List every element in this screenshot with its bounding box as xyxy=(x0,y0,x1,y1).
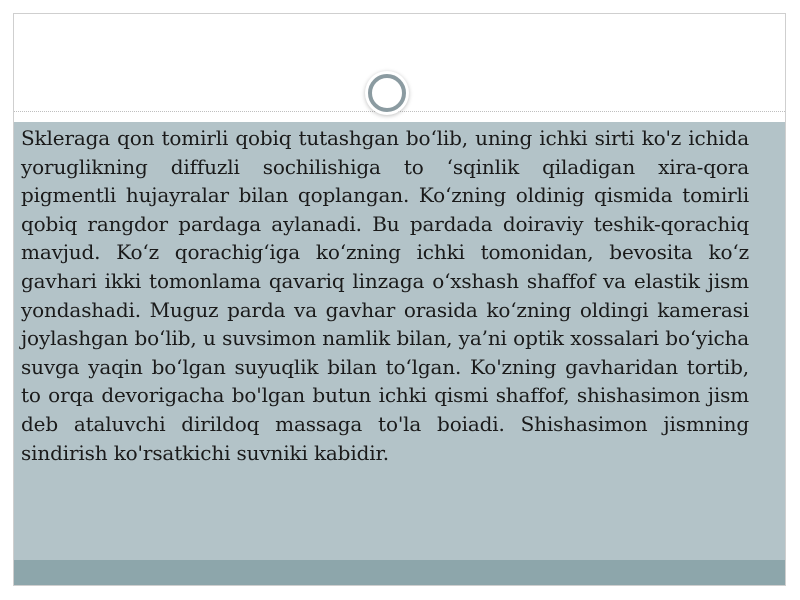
circle-ornament xyxy=(368,74,406,112)
title-divider xyxy=(14,111,785,112)
body-text: Skleraga qon tomirli qobiq tutashgan bo‘lib, uning ichki sirti ko'z ichida yoruglikning diffuzli sochilishiga to ‘sqinlik qiladigan xira-qora pigmentli hujayralar bilan qoplangan. Ko‘zning oldinig qismida tomirli qobiq rangdor pardaga aylanadi. Bu pardada doiraviy teshik-qorachiq mavjud. Ko‘z qorachig‘iga ko‘zning ichki tomonidan, bevosita ko‘z gavhari ikki tomonlama qavariq linzaga o‘xshash shaffof va elastik jism yondashadi. Muguz parda va gavhar orasida ko‘zning oldingi kamerasi joylashgan bo‘lib, u suvsimon namlik bilan, ya’ni optik xossalari bo‘yicha suvga yaqin bo‘lgan suyuqlik bilan to‘lgan. Ko'zning gavharidan tortib, to orqa devorigacha bo'lgan butun ichki qismi shaffof, shishasimon jism deb ataluvchi dirildoq massaga to'la boiadi. Shishasimon jismning sindirish ko'rsatkichi suvniki kabidir. xyxy=(21,126,749,465)
footer-band xyxy=(14,560,785,586)
